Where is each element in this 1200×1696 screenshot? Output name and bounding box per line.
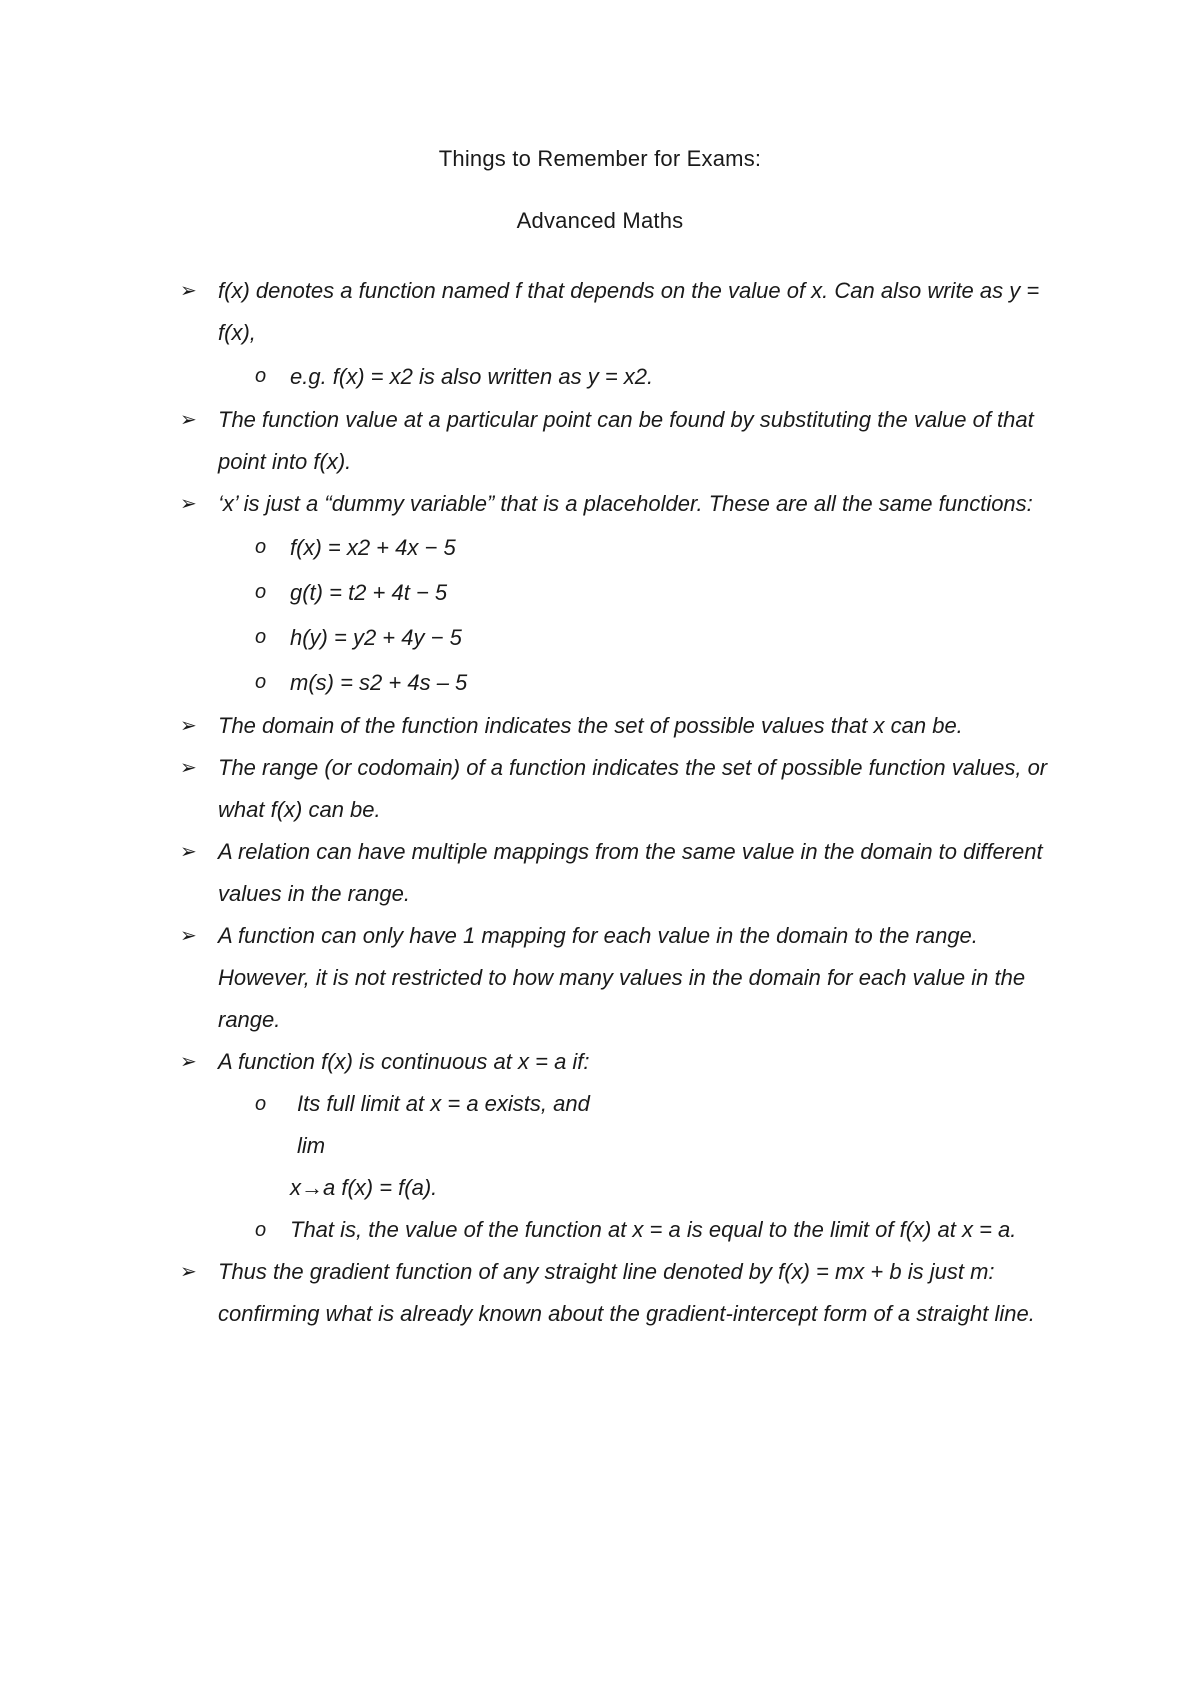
circle-bullet-icon: o [255, 626, 267, 648]
circle-bullet-icon: o [255, 1093, 267, 1115]
sub-list-item [180, 570, 1060, 615]
list-item-text: A function can only have 1 mapping for each value in the domain to the range. However, it is not restricted to how many values in the domain for each value in the range. [218, 923, 1026, 1032]
sub-list-item [180, 354, 1060, 399]
list-item-text: A function f(x) is continuous at x = a if: [218, 1049, 590, 1074]
list-item-text: A relation can have multiple mappings from the same value in the domain to different values in the range. [218, 839, 1043, 906]
list-item [180, 483, 1060, 525]
list-item [180, 399, 1060, 483]
sub-list-item-text: h(y) = y2 + 4y − 5 [290, 625, 462, 650]
list-item [180, 831, 1060, 915]
page-subtitle: Advanced Maths [516, 208, 684, 233]
circle-bullet-icon: o [255, 1219, 267, 1241]
arrow-bullet-icon: ➢ [180, 841, 197, 863]
list-item-text: The range (or codomain) of a function indicates the set of possible function values, or what f(x) can be. [218, 755, 1048, 822]
notes-list [180, 270, 1060, 1335]
list-item [180, 1251, 1060, 1335]
circle-bullet-icon: o [255, 581, 267, 603]
list-item-text: ‘x’ is just a “dummy variable” that is a placeholder. These are all the same functions: [218, 491, 1033, 516]
arrow-bullet-icon: ➢ [180, 715, 197, 737]
arrow-bullet-icon: ➢ [180, 493, 197, 515]
sub-list-item [180, 615, 1060, 660]
list-item-text: f(x) denotes a function named f that depends on the value of x. Can also write as y = f(x), [218, 278, 1040, 345]
arrow-bullet-icon: ➢ [180, 925, 197, 947]
arrow-bullet-icon: ➢ [180, 1261, 197, 1283]
circle-bullet-icon: o [255, 365, 267, 387]
sub-list-item-text: g(t) = t2 + 4t − 5 [290, 580, 448, 605]
sub-list-item-text: e.g. f(x) = x2 is also written as y = x2. [290, 364, 654, 389]
list-item [180, 915, 1060, 1041]
sub-list-item [180, 1209, 1060, 1251]
limit-label: lim [297, 1133, 326, 1158]
sub-list-item [180, 1083, 1060, 1125]
sub-list-item-text: f(x) = x2 + 4x − 5 [290, 535, 456, 560]
circle-bullet-icon: o [255, 536, 267, 558]
circle-bullet-icon: o [255, 671, 267, 693]
arrow-bullet-icon: ➢ [180, 757, 197, 779]
list-item [180, 705, 1060, 747]
sub-list-item-text: Its full limit at x = a exists, and [297, 1091, 590, 1116]
list-item-text: The domain of the function indicates the set of possible values that x can be. [218, 713, 963, 738]
list-item-text: The function value at a particular point can be found by substituting the value of that point into f(x). [218, 407, 1034, 474]
list-item [180, 747, 1060, 831]
page-title: Things to Remember for Exams: [438, 146, 762, 171]
list-item-text: Thus the gradient function of any straight line denoted by f(x) = mx + b is just m: confirming what is already known about the gradient-intercept form of a straight line. [218, 1259, 1035, 1326]
list-item [180, 270, 1060, 354]
arrow-bullet-icon: ➢ [180, 409, 197, 431]
sub-list-item-text: m(s) = s2 + 4s – 5 [290, 670, 468, 695]
arrow-bullet-icon: ➢ [180, 1051, 197, 1073]
arrow-bullet-icon: ➢ [180, 280, 197, 302]
sub-list-item-text: That is, the value of the function at x = a is equal to the limit of f(x) at x = a. [290, 1217, 1017, 1242]
sub-list-item [180, 660, 1060, 705]
list-item [180, 1041, 1060, 1083]
sub-list-item [180, 525, 1060, 570]
limit-expression: x→a f(x) = f(a). [290, 1175, 438, 1200]
